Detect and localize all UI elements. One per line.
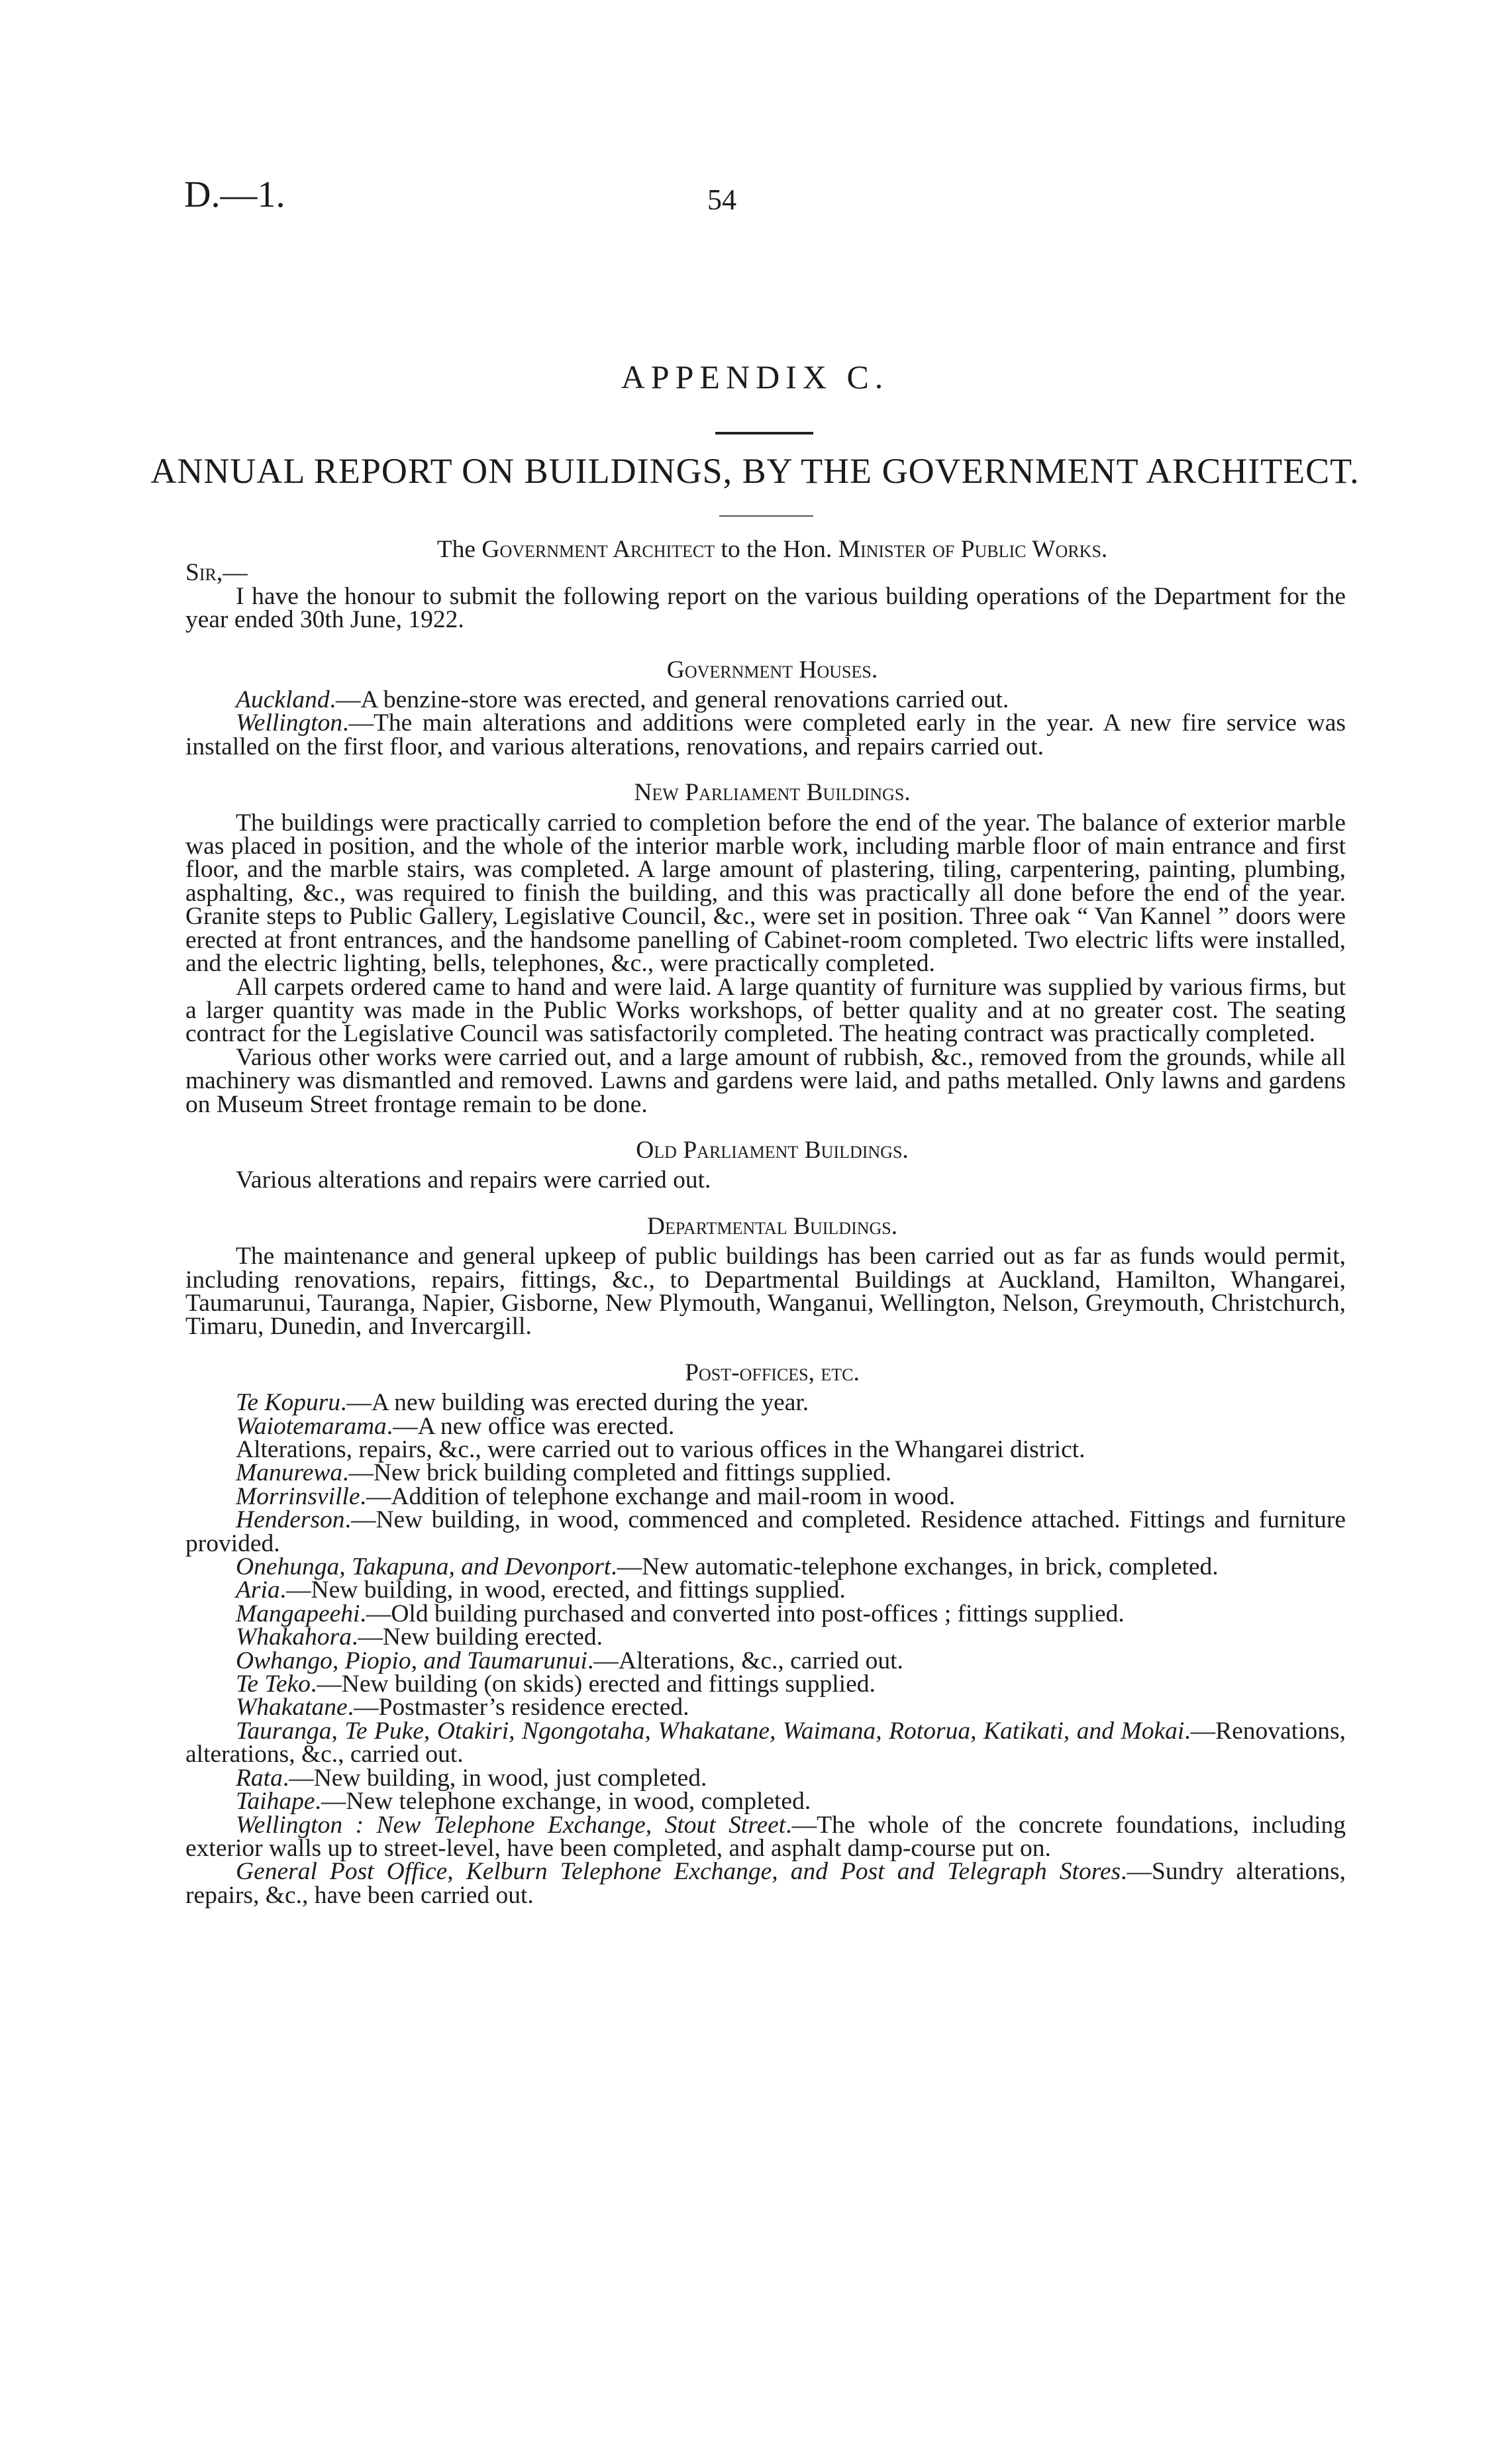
post-office-entry — [185, 1508, 1346, 1555]
entry-text: .—Old building purchased and converted into post-offices ; fittings supplied. — [360, 1600, 1125, 1627]
departmental-paragraph: The maintenance and general upkeep of public buildings has been carried out as far as funds would permit, including renovations, repairs, fittings, &c., to Departmental Buildings at Auckland, Hamilton, Whangarei, Taumarunui, Tauranga, Napier, Gisborne, New Plymouth, Wanganui, Wellington, Nelson, Greymouth, Christchurch, Timaru, Dunedin, and Invercargill. — [185, 1243, 1346, 1341]
appendix-label: APPENDIX C. — [621, 358, 889, 395]
place-name: Taihape — [236, 1788, 315, 1816]
entry-text: .—New building, in wood, erected, and fittings supplied. — [279, 1576, 846, 1604]
place-name: Tauranga, Te Puke, Otakiri, Ngongotaha, Whakatane, Waimana, Rotorua, Katikati, and Mokai — [236, 1717, 1185, 1745]
entry-text: .—New building, in wood, commenced and completed. Residence attached. Fittings and furniture provided. — [185, 1506, 1346, 1557]
section-heading-old-parliament: Old Parliament Buildings. — [636, 1136, 909, 1164]
place-name: Auckland — [236, 686, 330, 714]
post-office-entry — [185, 1438, 1346, 1461]
section-heading-government-houses: Government Houses. — [666, 656, 878, 684]
divider-rule-thin — [719, 515, 813, 517]
entry-text: .—A new building was erected during the year. — [340, 1389, 809, 1417]
post-office-entry — [185, 1788, 1346, 1816]
place-name: Whakatane — [236, 1694, 348, 1721]
place-name: Te Teko — [236, 1670, 311, 1698]
entry-text: .—Postmaster’s residence erected. — [347, 1694, 689, 1721]
place-name: Te Kopuru — [236, 1389, 341, 1417]
post-office-entry — [185, 1389, 1346, 1417]
place-name: Mangapeehi — [236, 1600, 360, 1627]
post-office-entry — [185, 1764, 1346, 1792]
section-heading-post-offices: Post-offices, etc. — [685, 1359, 860, 1386]
place-name: Waiotemarama — [236, 1412, 387, 1440]
section-heading-departmental: Departmental Buildings. — [646, 1212, 898, 1240]
post-office-entry — [185, 1672, 1346, 1696]
salutation: Sir,— — [185, 559, 248, 587]
post-office-entry — [185, 1649, 1346, 1672]
post-office-entry — [185, 1717, 1346, 1769]
post-office-entry — [185, 1625, 1346, 1649]
report-title: ANNUAL REPORT ON BUILDINGS, BY THE GOVERNMENT ARCHITECT. — [150, 451, 1360, 491]
entry-text: .—New building (on skids) erected and fittings supplied. — [310, 1670, 876, 1698]
post-office-entry — [185, 1459, 1346, 1487]
post-office-entry — [185, 1553, 1346, 1581]
government-houses-list — [185, 688, 1346, 758]
post-office-entry — [185, 1602, 1346, 1625]
document-reference: D.—1. — [184, 174, 285, 215]
place-name: Aria — [236, 1576, 280, 1604]
entry-text: .—Renovations, alterations, &c., carried out. — [185, 1717, 1346, 1769]
place-name: Whakahora — [236, 1623, 352, 1651]
post-office-entry — [185, 1482, 1346, 1510]
page-number: 54 — [707, 183, 736, 216]
address-line: The Government Architect to the Hon. Minister of Public Works. — [436, 536, 1108, 563]
old-parliament-paragraph: Various alterations and repairs were carried out. — [236, 1166, 711, 1194]
divider-rule — [715, 432, 813, 435]
section-heading-new-parliament: New Parliament Buildings. — [634, 779, 911, 807]
place-name: Morrinsville — [236, 1482, 360, 1510]
new-parliament-paragraph: The buildings were practically carried to completion before the end of the year. The balance of exterior marble was placed in position, and the whole of the interior marble work, including marble floor of main entrance and first floor, and the marble stairs, was completed. A large amount of plastering, tiling, carpentering, painting, plumbing, asphalting, &c., was required to finish the building, and this was practically all done before the end of the year. Granite steps to Public Gallery, Legislative Council, &c., were set in position. Three oak “ Van Kannel ” doors were erected at front entrances, and the handsome panelling of Cabinet-room completed. Two electric lifts were installed, and the electric lighting, bells, telephones, &c., were practically completed. — [185, 809, 1346, 978]
post-office-entry — [185, 1696, 1346, 1719]
place-name: General Post Office, Kelburn Telephone Exchange, and Post and Telegraph Stores — [236, 1858, 1121, 1886]
entry-text: .—The whole of the concrete foundations, including exterior walls up to street-level, have been completed, and asphalt damp-course put on. — [185, 1811, 1346, 1862]
post-office-entry — [185, 1811, 1346, 1862]
post-office-entry — [185, 1860, 1346, 1907]
new-parliament-paragraph: All carpets ordered came to hand and were laid. A large quantity of furniture was supplied by various firms, but a larger quantity was made in the Public Works workshops, of better quality and at no greater cost. The seating contract for the Legislative Council was satisfactorily completed. The heating contract was practically completed. — [185, 973, 1346, 1048]
entry-text: .—New telephone exchange, in wood, completed. — [315, 1788, 811, 1816]
place-name: Henderson — [236, 1506, 345, 1534]
entry-text: Alterations, repairs, &c., were carried out to various offices in the Whangarei district. — [236, 1436, 1085, 1463]
entry-text: .—New automatic-telephone exchanges, in brick, completed. — [611, 1553, 1219, 1581]
place-name: Wellington — [236, 709, 343, 737]
entry-text: .—New building, in wood, just completed. — [282, 1764, 707, 1792]
entry-text: .—Addition of telephone exchange and mail-room in wood. — [360, 1482, 956, 1510]
post-office-entry — [185, 1412, 1346, 1440]
place-name: Onehunga, Takapuna, and Devonport — [236, 1553, 611, 1581]
government-house-entry — [185, 711, 1346, 758]
report-body — [185, 538, 1346, 1907]
entry-text: .—New brick building completed and fittings supplied. — [342, 1459, 892, 1487]
place-name: Rata — [236, 1764, 283, 1792]
intro-paragraph: I have the honour to submit the following report on the various building operations of the Department for the year ended 30th June, 1922. — [185, 582, 1346, 634]
entry-text: .—New building erected. — [351, 1623, 603, 1651]
entry-text: .—A new office was erected. — [386, 1412, 675, 1440]
post-office-entry — [185, 1578, 1346, 1602]
place-name: Manurewa — [236, 1459, 343, 1487]
new-parliament-paragraph: Various other works were carried out, and a large amount of rubbish, &c., removed from the grounds, while all machinery was dismantled and removed. Lawns and gardens were laid, and paths metalled. Only lawns and gardens on Museum Street frontage remain to be done. — [185, 1043, 1346, 1118]
place-name: Owhango, Piopio, and Taumarunui — [236, 1647, 587, 1674]
post-offices-list — [185, 1391, 1346, 1907]
entry-text: .—A benzine-store was erected, and general renovations carried out. — [329, 686, 1009, 714]
entry-text: .—Sundry alterations, repairs, &c., have been carried out. — [185, 1858, 1346, 1909]
place-name: Wellington : New Telephone Exchange, Stout Street — [236, 1811, 786, 1839]
entry-text: .—The main alterations and additions were completed early in the year. A new fire service was installed on the first floor, and various alterations, renovations, and repairs carried out. — [185, 709, 1346, 760]
government-house-entry — [185, 686, 1346, 714]
entry-text: .—Alterations, &c., carried out. — [587, 1647, 903, 1674]
